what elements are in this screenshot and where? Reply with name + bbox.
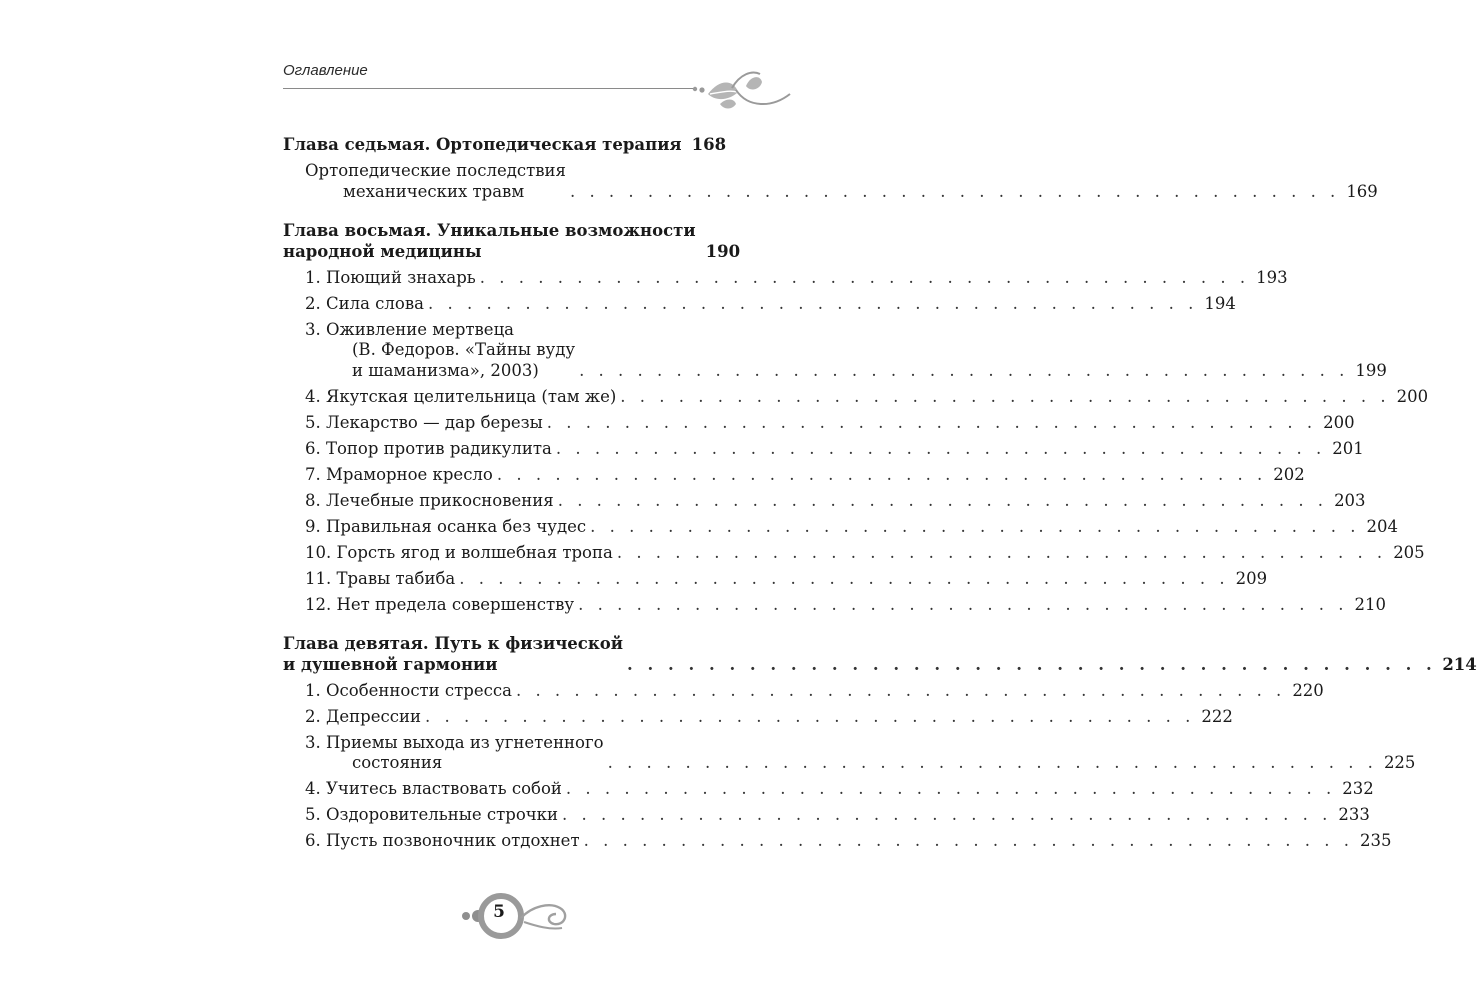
toc-item xyxy=(283,706,1233,728)
table-of-contents xyxy=(283,135,1477,871)
chapter-block xyxy=(283,634,1477,852)
page-ref: 214 xyxy=(1442,654,1477,674)
toc-item xyxy=(283,680,1324,702)
entry-line: 8. Лечебные прикосновения xyxy=(305,490,554,510)
chapter-title-text xyxy=(283,634,623,675)
entry-line: 6. Топор против радикулита xyxy=(305,438,552,458)
toc-item xyxy=(283,412,1355,434)
page-ref: 200 xyxy=(1396,386,1429,406)
dot-leader: . . . . . . . . . . . . . . . . . . . . . . . . . . . . . . . . . . . . . . . . xyxy=(616,542,1387,562)
entry-line: состояния xyxy=(352,753,443,772)
toc-item xyxy=(283,831,1392,852)
header-rule xyxy=(283,88,695,89)
toc-item-text xyxy=(305,681,512,702)
page-ref: 222 xyxy=(1201,706,1233,726)
toc-item-text xyxy=(305,733,604,774)
entry-line: и душевной гармонии xyxy=(283,654,498,674)
page-ref: 209 xyxy=(1235,568,1268,588)
toc-item-text xyxy=(305,517,586,538)
toc-item-text xyxy=(305,831,580,852)
entry-line: (В. Федоров. «Тайны вуду xyxy=(352,340,576,359)
toc-item-text xyxy=(305,465,493,486)
toc-item-text xyxy=(305,707,421,728)
toc-item-text xyxy=(305,387,616,408)
page-ref: 200 xyxy=(1323,412,1355,432)
dot-leader: . . . . . . . . . . . . . . . . . . . . . . . . . . . . . . . . . . . . . . . . xyxy=(583,831,1354,850)
dot-leader: . . . . . . . . . . . . . . . . . . . . . . . . . . . . . . . . . . . . . . . . xyxy=(424,706,1195,726)
chapter-title xyxy=(283,634,1477,675)
page-ref: 210 xyxy=(1354,594,1386,614)
page-ref: 193 xyxy=(1256,267,1288,287)
toc-item xyxy=(283,386,1429,408)
chapter-block xyxy=(283,221,1429,615)
dot-leader: . . . . . . . . . . . . . . . . . . . . . . . . . . . . . . . . . . . . . . . . xyxy=(565,779,1336,798)
toc-item-text xyxy=(305,805,558,826)
dot-leader: . . . . . . . . . . . . . . . . . . . . . . . . . . . . . . . . . . . . . . . . xyxy=(427,293,1198,313)
entry-line: и шаманизма», 2003) xyxy=(352,360,539,380)
entry-line: Глава восьмая. Уникальные возможности xyxy=(283,221,696,240)
entry-line: 9. Правильная осанка без чудес xyxy=(305,516,587,536)
toc-item-text xyxy=(305,268,476,289)
chapter-title-text xyxy=(283,135,682,156)
page-ref: 225 xyxy=(1383,753,1416,772)
toc-item xyxy=(283,594,1386,616)
page-number: 5 xyxy=(493,902,505,922)
running-head: Оглавление xyxy=(283,62,368,79)
dot-leader: . . . . . . . . . . . . . . . . . . . . . . . . . . . . . . . . . . . . . . . . xyxy=(579,360,1349,380)
dot-leader: . . . . . . . . . . . . . . . . . . . . . . . . . . . . . . . . . . . . . . . . xyxy=(515,680,1286,700)
page-ref: 205 xyxy=(1393,542,1425,562)
toc-item-text xyxy=(305,595,574,616)
entry-line: 10. Горсть ягод и волшебная тропа xyxy=(305,542,613,562)
entry-line: 4. Якутская целительница (там же) xyxy=(305,386,617,406)
toc-item-text xyxy=(305,491,554,512)
dot-leader: . . . . . . . . . . . . . . . . . . . . . . . . . . . . . . . . . . . . . . . . xyxy=(627,654,1437,674)
entry-line: Глава седьмая. Ортопедическая терапия xyxy=(283,135,682,154)
toc-item-text xyxy=(305,413,543,434)
page-ref: 169 xyxy=(1346,181,1378,201)
page-ref: 233 xyxy=(1338,805,1370,824)
toc-item xyxy=(283,490,1366,512)
leaf-flourish-icon xyxy=(690,68,800,116)
dot-leader: . . . . . . . . . . . . . . . . . . . . . . . . . . . . . . . . . . . . . . . . xyxy=(557,490,1328,510)
dot-leader: . . . . . . . . . . . . . . . . . . . . . . . . . . . . . . . . . . . . . . . . xyxy=(555,438,1326,458)
dot-leader: . . . . . . . . . . . . . . . . . . . . . . . . . . . . . . . . . . . . . . . . xyxy=(578,594,1348,614)
entry-line: Ортопедические последствия xyxy=(305,161,566,180)
toc-item xyxy=(283,805,1370,826)
entry-line: 5. Лекарство — дар березы xyxy=(305,412,543,432)
toc-item-text xyxy=(305,779,562,800)
chapter-title-text xyxy=(283,221,696,262)
page-ref: 232 xyxy=(1342,779,1374,798)
page-ref: 235 xyxy=(1359,831,1392,850)
dot-leader: . . . . . . . . . . . . . . . . . . . . . . . . . . . . . . . . . . . . . . . . xyxy=(569,181,1340,201)
toc-item xyxy=(283,464,1305,486)
entry-line: 7. Мраморное кресло xyxy=(305,464,493,484)
entry-line: 4. Учитесь властвовать собой xyxy=(305,779,562,798)
toc-item-text xyxy=(305,320,575,382)
entry-line: механических травм xyxy=(343,181,525,201)
page-ref: 203 xyxy=(1334,490,1366,510)
toc-item xyxy=(283,161,1378,202)
entry-line: 12. Нет предела совершенству xyxy=(305,594,575,614)
chapter-title xyxy=(283,221,741,262)
entry-line: 3. Приемы выхода из угнетенного xyxy=(305,732,604,752)
page-ref: 204 xyxy=(1366,516,1399,536)
entry-line: 2. Сила слова xyxy=(305,293,424,313)
chapter-block xyxy=(283,135,1378,202)
entry-line: 2. Депрессии xyxy=(305,706,421,726)
dot-leader: . . . . . . . . . . . . . . . . . . . . . . . . . . . . . . . . . . . . . . . . xyxy=(561,805,1332,824)
entry-line: народной медицины xyxy=(283,241,482,261)
toc-item-text xyxy=(305,569,455,590)
page-ref: 202 xyxy=(1273,464,1305,484)
page-ref: 201 xyxy=(1332,438,1364,458)
entry-line: 1. Поющий знахарь xyxy=(305,267,476,287)
entry-line: 5. Оздоровительные строчки xyxy=(305,805,558,824)
page-ref: 199 xyxy=(1355,360,1387,380)
page-ref: 220 xyxy=(1292,680,1324,700)
toc-item xyxy=(283,293,1236,315)
toc-item xyxy=(283,732,1416,774)
page-ref: 194 xyxy=(1204,293,1236,313)
entry-line: 11. Травы табиба xyxy=(305,568,456,588)
entry-line: 1. Особенности стресса xyxy=(305,680,512,700)
dot-leader: . . . . . . . . . . . . . . . . . . . . . . . . . . . . . . . . . . . . . . . . xyxy=(459,568,1230,588)
chapter-title xyxy=(283,135,727,156)
toc-item xyxy=(283,568,1268,590)
dot-leader: . . . . . . . . . . . . . . . . . . . . . . . . . . . . . . . . . . . . . . . . xyxy=(590,516,1361,536)
toc-item xyxy=(283,779,1374,800)
toc-item xyxy=(283,438,1364,460)
toc-item-text xyxy=(305,543,613,564)
toc-item xyxy=(283,267,1288,289)
toc-item-text xyxy=(305,161,566,202)
toc-item-text xyxy=(305,439,552,460)
toc-item-text xyxy=(305,294,424,315)
page-ref: 168 xyxy=(691,135,727,154)
toc-item xyxy=(283,319,1387,382)
page-ref: 190 xyxy=(705,241,741,261)
entry-line: 3. Оживление мертвеца xyxy=(305,319,515,339)
entry-line: 6. Пусть позвоночник отдохнет xyxy=(305,831,580,850)
dot-leader: . . . . . . . . . . . . . . . . . . . . . . . . . . . . . . . . . . . . . . . . xyxy=(546,412,1317,432)
toc-item xyxy=(283,516,1399,538)
dot-leader: . . . . . . . . . . . . . . . . . . . . . . . . . . . . . . . . . . . . . . . . xyxy=(496,464,1267,484)
dot-leader: . . . . . . . . . . . . . . . . . . . . . . . . . . . . . . . . . . . . . . . . xyxy=(479,267,1250,287)
circle-swirl-icon xyxy=(458,886,588,946)
toc-item xyxy=(283,542,1425,564)
entry-line: Глава девятая. Путь к физической xyxy=(283,634,623,653)
dot-leader: . . . . . . . . . . . . . . . . . . . . . . . . . . . . . . . . . . . . . . . . xyxy=(620,386,1391,406)
dot-leader: . . . . . . . . . . . . . . . . . . . . . . . . . . . . . . . . . . . . . . . . xyxy=(607,753,1378,772)
